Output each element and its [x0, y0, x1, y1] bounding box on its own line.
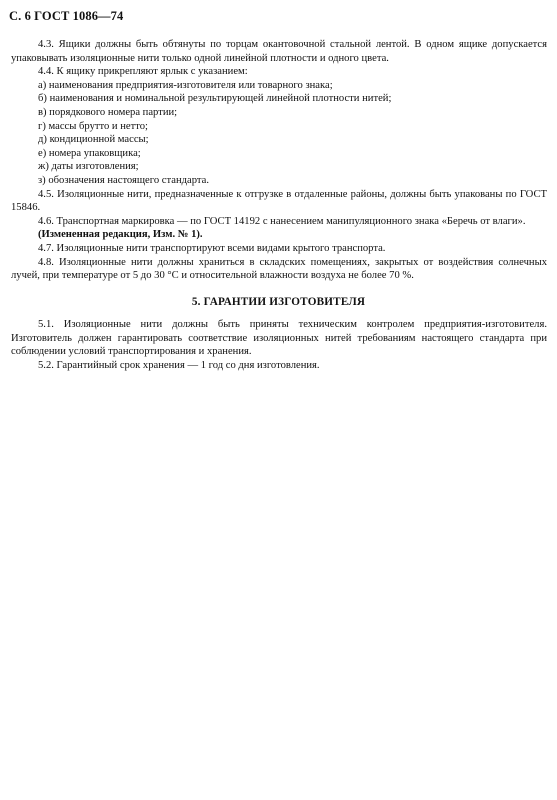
list-item: а) наименования предприятия-изготовителя или товарного знака;	[38, 79, 333, 91]
paragraph-4-4: 4.4. К ящику прикрепляют ярлык с указанием:	[38, 66, 248, 78]
paragraph-4-8: 4.8. Изоляционные нити должны храниться в складских помещениях, закрытых от воздействия солнечных лучей, при температуре от 5 до 30 °С и относительной влажности воздуха не более 70 %.	[11, 256, 547, 282]
paragraph-5-2: 5.2. Гарантийный срок хранения — 1 год со дня изготовления.	[38, 359, 320, 371]
list-item: з) обозначения настоящего стандарта.	[38, 174, 209, 186]
list-item: б) наименования и номинальной результирующей линейной плотности нитей;	[38, 93, 392, 105]
section-5-title: 5. ГАРАНТИИ ИЗГОТОВИТЕЛЯ	[191, 296, 366, 308]
list-item: в) порядкового номера партии;	[38, 106, 178, 118]
paragraph-4-7: 4.7. Изоляционные нити транспортируют всеми видами крытого транспорта.	[38, 242, 386, 254]
paragraph-4-3: 4.3. Ящики должны быть обтянуты по торцам окантовочной стальной лентой. В одном ящике допускается упаковывать изоляционные нити только одной линейной плотности и одного цвета.	[11, 39, 547, 64]
section-4-body	[11, 38, 547, 283]
list-item: ж) даты изготовления;	[38, 161, 139, 173]
page-header: С. 6 ГОСТ 1086—74	[9, 9, 124, 23]
list-item: е) номера упаковщика;	[38, 147, 141, 159]
list-item: д) кондиционной массы;	[38, 134, 149, 146]
amendment-note: (Измененная редакция, Изм. № 1).	[38, 229, 203, 241]
section-5-body	[11, 318, 547, 372]
paragraph-4-5: 4.5. Изоляционные нити, предназначенные к отгрузке в отдаленные районы, должны быть упакованы по ГОСТ 15846.	[11, 188, 547, 214]
paragraph-4-6: 4.6. Транспортная маркировка — по ГОСТ 14192 с нанесением манипуляционного знака «Беречь от влаги».	[38, 215, 526, 227]
list-item: г) массы брутто и нетто;	[38, 120, 148, 132]
paragraph-5-1: 5.1. Изоляционные нити должны быть приняты техническим контролем предприятия-изготовителя. Изготовитель должен гарантировать соответствие изоляционных нитей требованиям настоящего стандарта при соблюдении условий транспортирования и хранения.	[11, 319, 547, 358]
